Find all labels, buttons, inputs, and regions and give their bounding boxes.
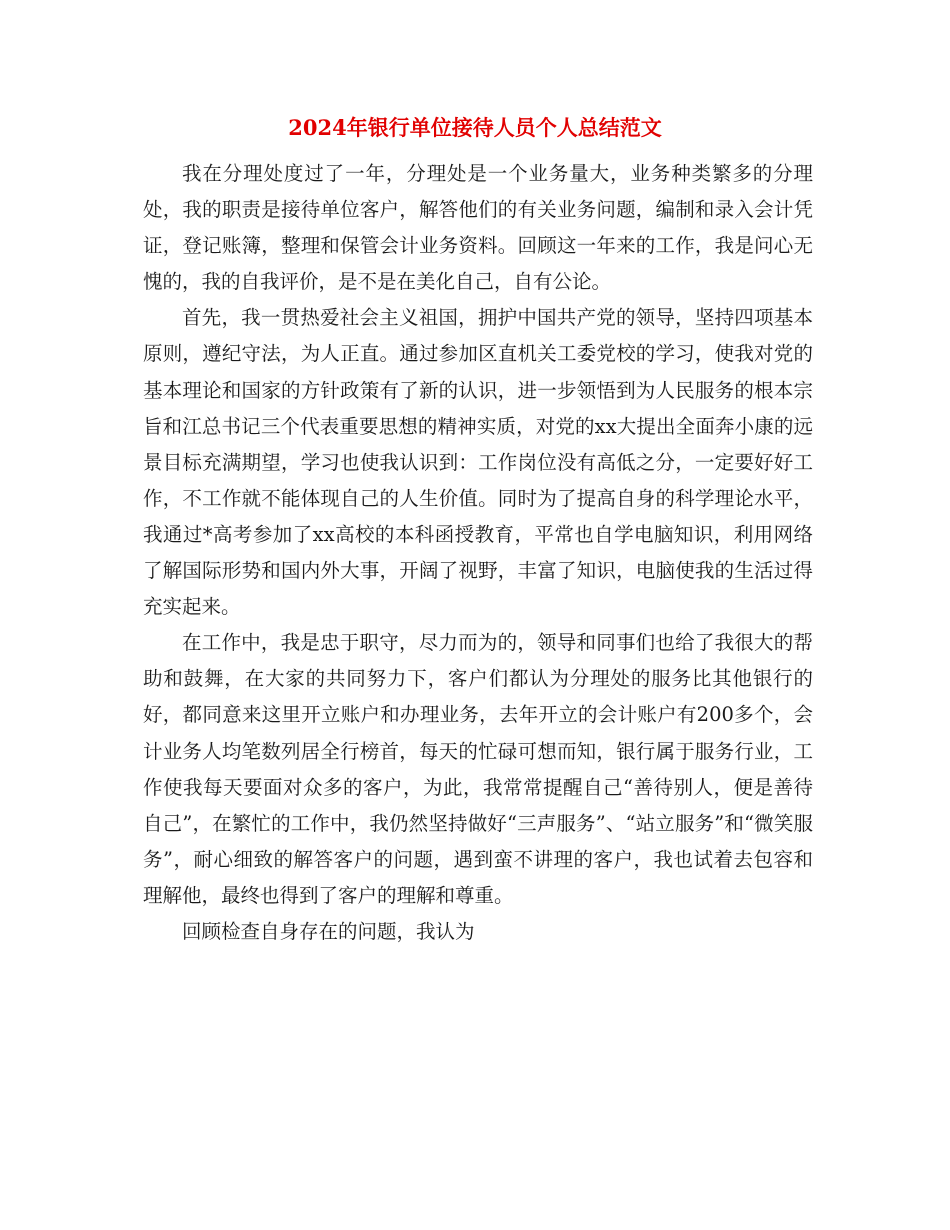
paragraph: 我在分理处度过了一年，分理处是一个业务量大，业务种类繁多的分理处，我的职责是接待单位客户，解答他们的有关业务问题，编制和录入会计凭证，登记账簿，整理和保管会计业务资料。回顾这一年来的工作，我是问心无愧的，我的自我评价，是不是在美化自己，自有公论。 [143,162,813,294]
paragraph: 回顾检查自身存在的问题，我认为 [182,919,475,943]
document-title: 2024年银行单位接待人员个人总结范文 [288,115,662,140]
document-body [143,156,813,950]
paragraph: 在工作中，我是忠于职守，尽力而为的，领导和同事们也给了我很大的帮助和鼓舞，在大家的共同努力下，客户们都认为分理处的服务比其他银行的好，都同意来这里开立账户和办理业务，去年开立的会计账户有200多个，会计业务人均笔数列居全行榜首，每天的忙碌可想而知，银行属于服务行业，工作使我每天要面对众多的客户，为此，我常常提醒自己“善待别人，便是善待自己”，在繁忙的工作中，我仍然坚持做好“三声服务”、“站立服务”和“微笑服务”，耐心细致的解答客户的问题，遇到蛮不讲理的客户，我也试着去包容和理解他，最终也得到了客户的理解和尊重。 [143,631,813,907]
paragraph: 首先，我一贯热爱社会主义祖国，拥护中国共产党的领导，坚持四项基本原则，遵纪守法，为人正直。通过参加区直机关工委党校的学习，使我对党的基本理论和国家的方针政策有了新的认识，进一步领悟到为人民服务的根本宗旨和江总书记三个代表重要思想的精神实质，对党的xx大提出全面奔小康的远景目标充满期望，学习也使我认识到：工作岗位没有高低之分，一定要好好工作，不工作就不能体现自己的人生价值。同时为了提高自身的科学理论水平，我通过*高考参加了xx高校的本科函授教育，平常也自学电脑知识，利用网络了解国际形势和国内外大事，开阔了视野，丰富了知识，电脑使我的生活过得充实起来。 [143,306,813,619]
